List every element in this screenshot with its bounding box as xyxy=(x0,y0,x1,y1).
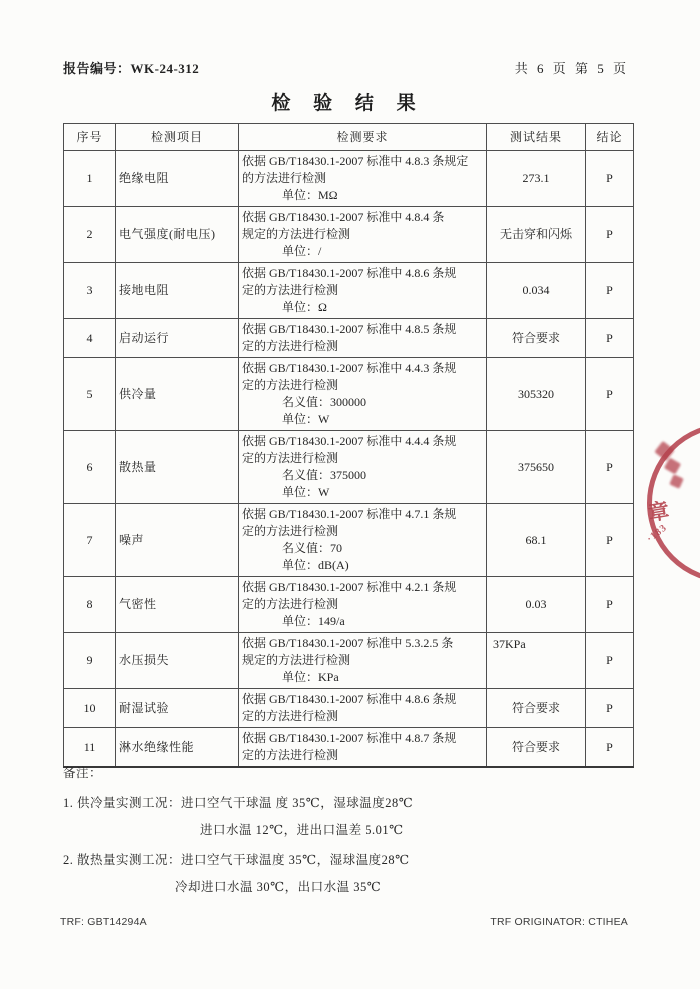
requirement-subline: 单位：dB(A) xyxy=(282,558,349,572)
column-header-requirement: 检测要求 xyxy=(239,124,487,151)
requirement-subline: 单位：MΩ xyxy=(282,188,338,202)
table-row xyxy=(64,151,634,207)
test-result: 37KPa xyxy=(487,633,586,689)
requirement-line: 的方法进行检测 xyxy=(242,171,327,185)
row-number: 8 xyxy=(64,577,116,633)
requirement-subline: 单位：KPa xyxy=(282,670,339,684)
table-row xyxy=(64,577,634,633)
conclusion: P xyxy=(586,577,634,633)
requirement-line: 依据 GB/T18430.1-2007 标准中 5.3.2.5 条 xyxy=(242,636,454,650)
requirement-subline: 单位：149/a xyxy=(282,614,345,628)
requirement-line: 依据 GB/T18430.1-2007 标准中 4.4.3 条规 xyxy=(242,361,457,375)
conclusion: P xyxy=(586,151,634,207)
table-row xyxy=(64,263,634,319)
test-requirement xyxy=(239,358,487,431)
column-header-item: 检测项目 xyxy=(116,124,239,151)
document-footer xyxy=(60,916,628,928)
test-requirement xyxy=(239,633,487,689)
test-requirement xyxy=(239,207,487,263)
test-item: 散热量 xyxy=(116,431,239,504)
test-result: 273.1 xyxy=(487,151,586,207)
row-number: 3 xyxy=(64,263,116,319)
conclusion: P xyxy=(586,207,634,263)
row-number: 4 xyxy=(64,319,116,358)
test-result: 符合要求 xyxy=(487,319,586,358)
conclusion: P xyxy=(586,689,634,728)
remarks-label: 备注： xyxy=(63,766,103,780)
document-header xyxy=(63,58,629,77)
requirement-subline: 名义值：375000 xyxy=(282,468,367,482)
test-requirement xyxy=(239,577,487,633)
requirement-line: 定的方法进行检测 xyxy=(242,709,339,723)
requirement-line: 定的方法进行检测 xyxy=(242,451,339,465)
requirement-line: 依据 GB/T18430.1-2007 标准中 4.4.4 条规 xyxy=(242,434,457,448)
conclusion: P xyxy=(586,319,634,358)
test-requirement xyxy=(239,319,487,358)
report-number: 报告编号：WK-24-312 xyxy=(63,61,200,76)
trf-reference: TRF: GBT14294A xyxy=(60,916,147,928)
requirement-subline: 名义值：300000 xyxy=(282,395,367,409)
row-number: 11 xyxy=(64,728,116,768)
row-number: 2 xyxy=(64,207,116,263)
requirement-subline: 单位：Ω xyxy=(282,300,327,314)
requirement-line: 依据 GB/T18430.1-2007 标准中 4.2.1 条规 xyxy=(242,580,457,594)
remark-line: 2. 散热量实测工况：进口空气干球温度 35℃，湿球温度28℃ xyxy=(63,853,410,867)
test-result: 0.034 xyxy=(487,263,586,319)
test-item: 耐湿试验 xyxy=(116,689,239,728)
table-row xyxy=(64,319,634,358)
conclusion: P xyxy=(586,358,634,431)
row-number: 7 xyxy=(64,504,116,577)
table-header-row xyxy=(64,124,634,151)
remarks-section xyxy=(63,760,643,901)
requirement-subline: 单位：W xyxy=(282,485,330,499)
test-requirement xyxy=(239,263,487,319)
inspection-results-table xyxy=(63,123,634,768)
page-title: 检 验 结 果 xyxy=(271,93,425,114)
requirement-line: 依据 GB/T18430.1-2007 标准中 4.8.7 条规 xyxy=(242,731,457,745)
test-item: 电气强度(耐电压) xyxy=(116,207,239,263)
test-requirement xyxy=(239,504,487,577)
test-item: 接地电阻 xyxy=(116,263,239,319)
column-header-result: 测试结果 xyxy=(487,124,586,151)
test-item: 供冷量 xyxy=(116,358,239,431)
row-number: 6 xyxy=(64,431,116,504)
table-row xyxy=(64,689,634,728)
remark-line: 进口水温 12℃，进出口温差 5.01℃ xyxy=(200,823,404,837)
table-row xyxy=(64,431,634,504)
row-number: 5 xyxy=(64,358,116,431)
conclusion: P xyxy=(586,263,634,319)
test-result: 无击穿和闪烁 xyxy=(487,207,586,263)
table-row xyxy=(64,358,634,431)
table-row xyxy=(64,504,634,577)
requirement-line: 依据 GB/T18430.1-2007 标准中 4.7.1 条规 xyxy=(242,507,457,521)
test-result: 375650 xyxy=(487,431,586,504)
column-header-conclusion: 结论 xyxy=(586,124,634,151)
test-result: 符合要求 xyxy=(487,689,586,728)
column-header-no: 序号 xyxy=(64,124,116,151)
test-item: 淋水绝缘性能 xyxy=(116,728,239,768)
row-number: 9 xyxy=(64,633,116,689)
stamp-digits: ·183 xyxy=(644,522,670,545)
test-requirement xyxy=(239,689,487,728)
conclusion: P xyxy=(586,728,634,768)
requirement-line: 规定的方法进行检测 xyxy=(242,227,351,241)
test-result: 68.1 xyxy=(487,504,586,577)
requirement-line: 依据 GB/T18430.1-2007 标准中 4.8.6 条规 xyxy=(242,266,457,280)
results-table-body xyxy=(64,151,634,768)
remark-line: 1. 供冷量实测工况：进口空气干球温 度 35℃，湿球温度28℃ xyxy=(63,796,414,810)
test-item: 气密性 xyxy=(116,577,239,633)
requirement-line: 定的方法进行检测 xyxy=(242,339,339,353)
requirement-line: 定的方法进行检测 xyxy=(242,748,339,762)
test-item: 绝缘电阻 xyxy=(116,151,239,207)
test-requirement xyxy=(239,431,487,504)
requirement-line: 规定的方法进行检测 xyxy=(242,653,351,667)
requirement-line: 依据 GB/T18430.1-2007 标准中 4.8.3 条规定 xyxy=(242,154,469,168)
test-item: 噪声 xyxy=(116,504,239,577)
test-result: 305320 xyxy=(487,358,586,431)
test-result: 0.03 xyxy=(487,577,586,633)
test-item: 水压损失 xyxy=(116,633,239,689)
requirement-subline: 名义值：70 xyxy=(282,541,343,555)
conclusion: P xyxy=(586,431,634,504)
trf-originator: TRF ORIGINATOR: CTIHEA xyxy=(490,916,628,928)
conclusion: P xyxy=(586,633,634,689)
requirement-line: 依据 GB/T18430.1-2007 标准中 4.8.5 条规 xyxy=(242,322,457,336)
test-requirement xyxy=(239,151,487,207)
test-item: 启动运行 xyxy=(116,319,239,358)
requirement-line: 定的方法进行检测 xyxy=(242,283,339,297)
remark-item xyxy=(63,847,643,901)
test-result: 符合要求 xyxy=(487,728,586,768)
table-row xyxy=(64,207,634,263)
requirement-subline: 单位：W xyxy=(282,412,330,426)
requirement-subline: 单位：/ xyxy=(282,244,322,258)
requirement-line: 定的方法进行检测 xyxy=(242,597,339,611)
requirement-line: 定的方法进行检测 xyxy=(242,378,339,392)
row-number: 1 xyxy=(64,151,116,207)
page-indicator: 共 6 页 第 5 页 xyxy=(514,61,629,76)
red-seal-stamp xyxy=(640,420,700,580)
requirement-line: 定的方法进行检测 xyxy=(242,524,339,538)
conclusion: P xyxy=(586,504,634,577)
row-number: 10 xyxy=(64,689,116,728)
table-row xyxy=(64,633,634,689)
remark-line: 冷却进口水温 30℃，出口水温 35℃ xyxy=(175,880,382,894)
requirement-line: 依据 GB/T18430.1-2007 标准中 4.8.4 条 xyxy=(242,210,445,224)
requirement-line: 依据 GB/T18430.1-2007 标准中 4.8.6 条规 xyxy=(242,692,457,706)
remark-item xyxy=(63,790,643,844)
stamp-character: 章 xyxy=(646,498,671,526)
